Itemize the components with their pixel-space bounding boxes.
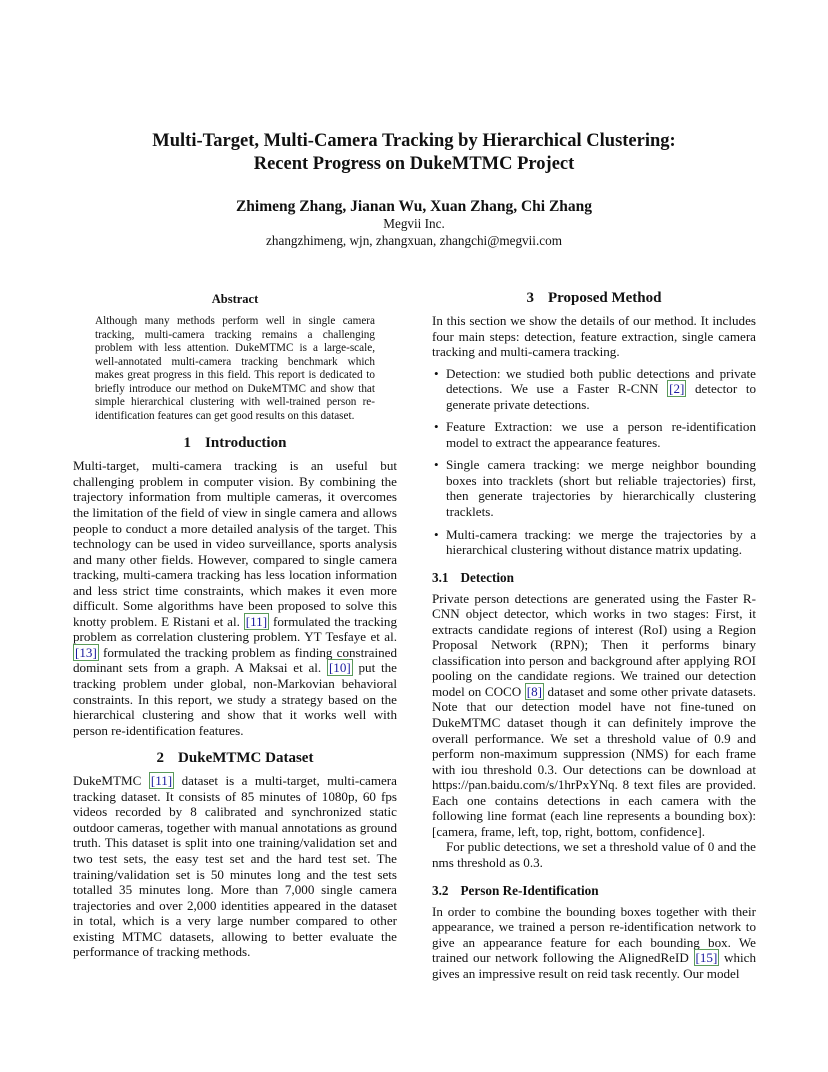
subsection-heading-detection <box>432 570 756 586</box>
section-title: DukeMTMC Dataset <box>178 750 314 767</box>
section-title: Introduction <box>205 435 287 452</box>
subsection-number: 3.2 <box>432 882 449 898</box>
subsection-number: 3.1 <box>432 569 449 585</box>
right-column <box>432 290 756 981</box>
dataset-paragraph <box>73 773 397 960</box>
author-emails: zhangzhimeng, wjn, zhangxuan, zhangchi@megvii.com <box>266 232 562 248</box>
section-number: 2 <box>156 750 165 767</box>
introduction-paragraph <box>73 458 397 738</box>
list-item: • Feature Extraction: we use a person re-identification model to extract the appearance features. <box>432 419 756 450</box>
author-list: Zhimeng Zhang, Jianan Wu, Xuan Zhang, Chi Zhang <box>235 198 593 215</box>
list-item <box>432 366 756 413</box>
affiliation: Megvii Inc. <box>383 216 445 231</box>
reid-paragraph <box>432 904 756 982</box>
text-run: formulated the tracking problem as finding constrained dominant sets from a graph. A Maksai et al. <box>73 644 397 676</box>
method-intro-paragraph: In this section we show the details of our method. It includes four main steps: detection, feature extraction, single camera tracking and multi-camera tracking. <box>432 313 756 360</box>
text-run: Multi-target, multi-camera tracking is an useful but challenging problem in computer vision. By combining the trajectory information from multiple cameras, it overcomes the limitation of the field of view in single camera and allows people to conduct a more detailed analysis of the target. This technology can be used in video surveillance, sports analysis and many other fields. However, compared to single camera tracking, multi-camera tracking has less location information and less strict time constraints, which makes it even more difficult. Some algorithms have been proposed to solve this knotty problem. E Ristani et al. <box>73 458 397 629</box>
citation-link[interactable]: [2] <box>669 381 685 397</box>
title-line-1: Multi-Target, Multi-Camera Tracking by Hierarchical Clustering: <box>152 131 676 151</box>
section-number: 3 <box>526 290 534 306</box>
section-heading-dataset <box>73 750 397 767</box>
detection-paragraph <box>432 591 756 840</box>
section-heading-introduction <box>73 435 397 452</box>
text-run: DukeMTMC <box>73 773 142 789</box>
list-item: • Single camera tracking: we merge neighbor bounding boxes into tracklets (short but reliable trajectories) first, then generate trajectories by hierarchically clustering tracklets. <box>432 457 756 519</box>
text-run: detector to generate private detections. <box>446 381 757 412</box>
citation-link[interactable]: [15] <box>695 950 718 966</box>
section-number: 1 <box>183 435 192 452</box>
text-run: which gives an impressive result on reid task recently. Our model <box>432 950 757 981</box>
citation-link[interactable]: [8] <box>526 683 543 699</box>
text-run: put the tracking problem under global, non-Markovian behavioral constraints. In this report, we study a strategy based on the hierarchical clustering and show that it works well with person re-identification features. <box>73 660 397 738</box>
section-heading-method <box>432 290 756 307</box>
section-title: Proposed Method <box>548 290 662 306</box>
abstract-heading: Abstract <box>211 292 259 306</box>
subsection-heading-reid <box>432 883 756 899</box>
text-run: Detection: we studied both public detections and private detections. We use a Faster R-CNN <box>446 365 756 397</box>
text-run: dataset and some other private datasets. Note that our detection model have not fine-tuned on DukeMTMC dataset though it can definitely improve the overall performance. We set a threshold value of 0.9 and perform non-maximum suppression (NMS) for each frame with iou threshold 0.3. Our detections can be download at https://pan.baidu.com/s/1hrPxYNq. 8 text files are provided. Each one contains detections in each camera with the following line format (each line represents a bounding box): [camera, frame, left, top, right, bottom, confidence]. <box>432 683 756 839</box>
method-steps-list <box>432 366 756 558</box>
list-item: • Multi-camera tracking: we merge the trajectories by a hierarchical clustering without distance matrix updating. <box>432 527 756 558</box>
left-column <box>73 290 397 960</box>
subsection-title: Detection <box>460 569 514 585</box>
citation-link[interactable]: [13] <box>75 644 97 660</box>
subsection-title: Person Re-Identification <box>460 882 599 898</box>
paper-title <box>60 130 768 176</box>
text-run: Private person detections are generated using the Faster R-CNN object detector, which works in two stages: First, it extracts candidate regions of interest (RoI) using a Region Proposal Network (RPN); Then it performs binary classification into person and background after applying ROI pooling on the candidate regions. We trained our detection model on COCO <box>432 590 756 699</box>
affiliation-block <box>60 216 768 249</box>
citation-link[interactable]: [10] <box>328 660 351 676</box>
title-line-2: Recent Progress on DukeMTMC Project <box>253 154 575 174</box>
text-run: formulated the tracking problem as correlation clustering problem. YT Tesfaye et al. <box>73 613 398 645</box>
abstract-text: Although many methods perform well in single camera tracking, multi-camera tracking remains a challenging problem with less attention. DukeMTMC is a large-scale, well-annotated multi-camera tracking benchmark which makes great progress in this field. This report is dedicated to briefly introduce our method on DukeMTMC and show that simple hierarchical clustering with well-trained person re-identification features can get good results on this dataset. <box>95 315 375 422</box>
text-run: dataset is a multi-target, multi-camera tracking dataset. It consists of 85 minutes of 1080p, 60 fps videos recorded by 8 calibrated and synchronized static outdoor cameras, together with manual annotations as ground truth. This dataset is split into one training/validation set and two test sets, the easy test set and the hard test set. The training/validation set is 50 minutes long and the test sets totalled 35 minutes long. More than 7,000 single camera trajectories and over 2,000 identities appeared in the dataset in total, which is a very large number compared to other existing MTMC datasets, allowing to better evaluate the performance of tracking methods. <box>73 773 397 960</box>
citation-link[interactable]: [11] <box>150 773 173 789</box>
citation-link[interactable]: [11] <box>245 613 268 629</box>
detection-paragraph-2: For public detections, we set a threshold value of 0 and the nms threshold as 0.3. <box>432 839 756 870</box>
text-run: In order to combine the bounding boxes together with their appearance, we trained a person re-identification network to give an appearance feature for each bounding box. We trained our network following the AlignedReID <box>432 903 756 966</box>
